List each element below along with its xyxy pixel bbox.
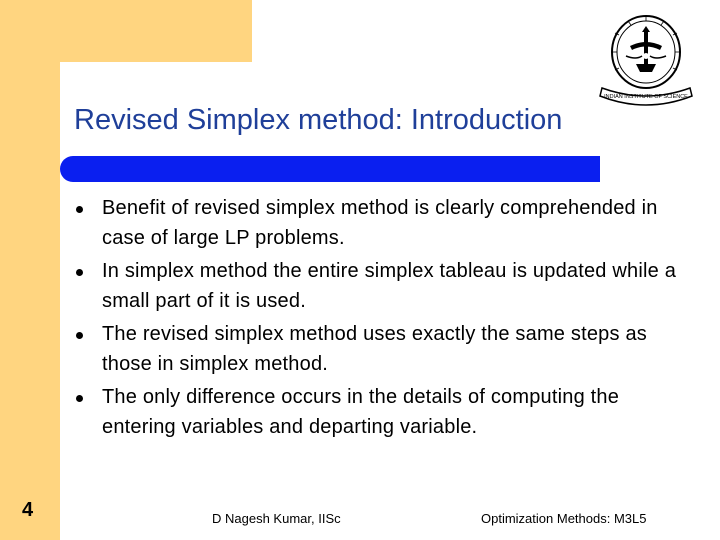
bullet-dot-icon xyxy=(76,269,83,276)
bullet-item xyxy=(76,382,686,442)
bullet-list xyxy=(76,193,686,445)
bullet-item xyxy=(76,319,686,379)
bullet-item xyxy=(76,193,686,253)
decorative-left-strip xyxy=(0,0,60,540)
footer-author: D Nagesh Kumar, IISc xyxy=(212,511,341,526)
slide-title: Revised Simplex method: Introduction xyxy=(74,104,563,136)
decorative-top-block xyxy=(0,0,252,62)
bullet-text: Benefit of revised simplex method is clearly comprehended in case of large LP problems. xyxy=(102,197,658,249)
footer-course: Optimization Methods: M3L5 xyxy=(481,511,647,526)
institute-seal-icon xyxy=(588,10,706,106)
bullet-dot-icon xyxy=(76,332,83,339)
bullet-dot-icon xyxy=(76,395,83,402)
page-number: 4 xyxy=(22,499,34,521)
bullet-item xyxy=(76,256,686,316)
bullet-text: The only difference occurs in the details of computing the entering variables and departing variable. xyxy=(102,386,620,438)
bullet-dot-icon xyxy=(76,206,83,213)
bullet-text: In simplex method the entire simplex tableau is updated while a small part of it is used. xyxy=(102,260,677,312)
title-underline-bar xyxy=(60,156,600,182)
bullet-text: The revised simplex method uses exactly the same steps as those in simplex method. xyxy=(102,323,647,375)
seal-banner-text: INDIAN INSTITUTE OF SCIENCE xyxy=(604,94,688,100)
